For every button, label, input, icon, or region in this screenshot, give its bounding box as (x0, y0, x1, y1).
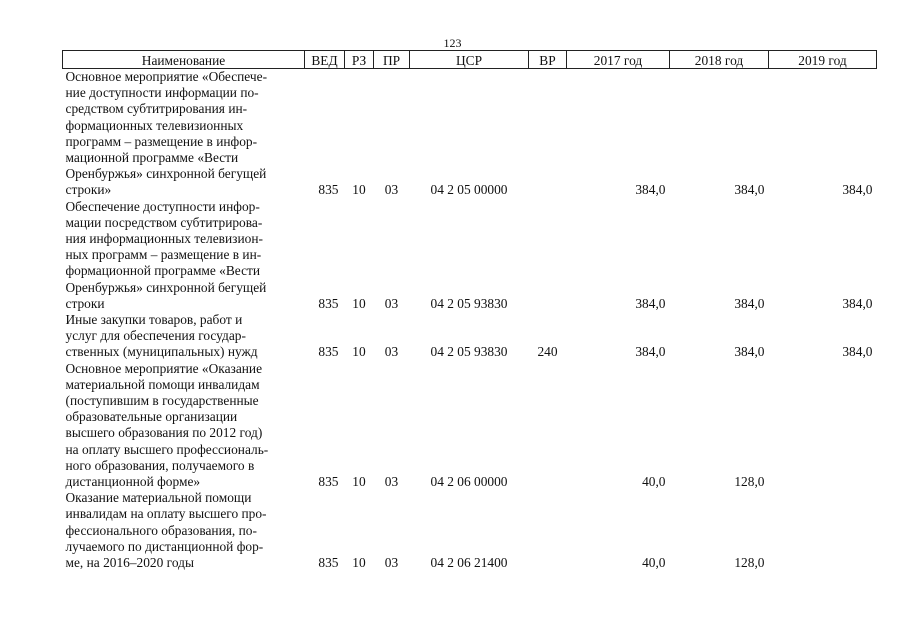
row-name (63, 69, 305, 199)
cell-vr (529, 69, 567, 199)
cell-rz: 10 (352, 182, 366, 198)
cell-rz: 10 (352, 344, 366, 360)
cell-ved: 835 (318, 295, 339, 311)
cell-pr: 03 (384, 344, 399, 360)
cell-rz: 10 (352, 555, 366, 571)
cell-pr: 03 (384, 474, 399, 490)
cell-2019: 384,0 (842, 182, 873, 198)
row-name (63, 312, 305, 361)
table-header-row (63, 51, 877, 69)
table-row (63, 69, 877, 199)
cell-2019: 384,0 (842, 295, 873, 311)
cell-rz: 10 (352, 474, 366, 490)
cell-pr: 03 (384, 182, 399, 198)
cell-csr: 04 2 05 00000 (430, 182, 508, 198)
cell-ved: 835 (318, 182, 339, 198)
row-name-text: Оказание материальной помощи инвалидам на оплату высшего про- фессионального образования, по- лучаемого по дистанционной фор- ме, на 2016–2020 годы (65, 490, 267, 571)
row-name-text: Основное мероприятие «Оказание материальной помощи инвалидам (поступившим в государственные образовательные организации высшего образования по 2012 год) на оплату высшего профессиональ- ного образования, получаемого в дистанционной форме» (65, 360, 269, 490)
cell-2017: 384,0 (635, 295, 666, 311)
cell-vr: 240 (537, 344, 558, 360)
cell-2018: 128,0 (734, 474, 765, 490)
budget-table (62, 50, 877, 571)
cell-csr: 04 2 05 93830 (430, 295, 508, 311)
table-row (63, 361, 877, 491)
cell-2018: 384,0 (734, 295, 765, 311)
row-name (63, 490, 305, 571)
row-name-text: Обеспечение доступности инфор- мации посредством субтитрирова- ния информационных телевизион- ных программ – размещение в ин- формационной программе «Вести Оренбуржья» синхронной бегущей строки (65, 198, 267, 311)
page-number: 123 (443, 36, 462, 50)
cell-2019 (769, 361, 877, 491)
table-row (63, 312, 877, 361)
table-row (63, 490, 877, 571)
cell-2017: 384,0 (635, 182, 666, 198)
cell-2019: 384,0 (842, 344, 873, 360)
cell-rz: 10 (352, 295, 366, 311)
column-header-vr: ВР (529, 51, 567, 69)
table-row (63, 199, 877, 312)
column-header-ved: ВЕД (305, 51, 345, 69)
cell-2017: 384,0 (635, 344, 666, 360)
cell-csr: 04 2 06 00000 (430, 474, 508, 490)
column-header-2017: 2017 год (567, 51, 670, 69)
row-name-text: Основное мероприятие «Обеспече- ние доступности информации по- средством субтитрирования ин- формационных телевизионных программ – размещение в инфор- мационной программе «Вести Оренбуржья» синхронной бегущей строки» (65, 69, 268, 198)
cell-2018: 384,0 (734, 182, 765, 198)
row-name (63, 199, 305, 312)
cell-2017: 40,0 (642, 555, 666, 571)
cell-2017: 40,0 (642, 474, 666, 490)
cell-ved: 835 (318, 344, 339, 360)
cell-pr: 03 (384, 295, 399, 311)
cell-2019 (769, 490, 877, 571)
column-header-rz: РЗ (345, 51, 374, 69)
cell-csr: 04 2 05 93830 (430, 344, 508, 360)
column-header-csr: ЦСР (410, 51, 529, 69)
cell-2018: 128,0 (734, 555, 765, 571)
column-header-2019: 2019 год (769, 51, 877, 69)
cell-vr (529, 199, 567, 312)
cell-2018: 384,0 (734, 344, 765, 360)
cell-ved: 835 (318, 555, 339, 571)
cell-csr: 04 2 06 21400 (430, 555, 508, 571)
cell-vr (529, 361, 567, 491)
column-header-2018: 2018 год (670, 51, 769, 69)
cell-ved: 835 (318, 474, 339, 490)
column-header-name: Наименование (63, 51, 305, 69)
row-name (63, 361, 305, 491)
cell-vr (529, 490, 567, 571)
cell-pr: 03 (384, 555, 399, 571)
row-name-text: Иные закупки товаров, работ и услуг для обеспечения государ- ственных (муниципальных) нужд (65, 312, 258, 360)
column-header-pr: ПР (374, 51, 410, 69)
